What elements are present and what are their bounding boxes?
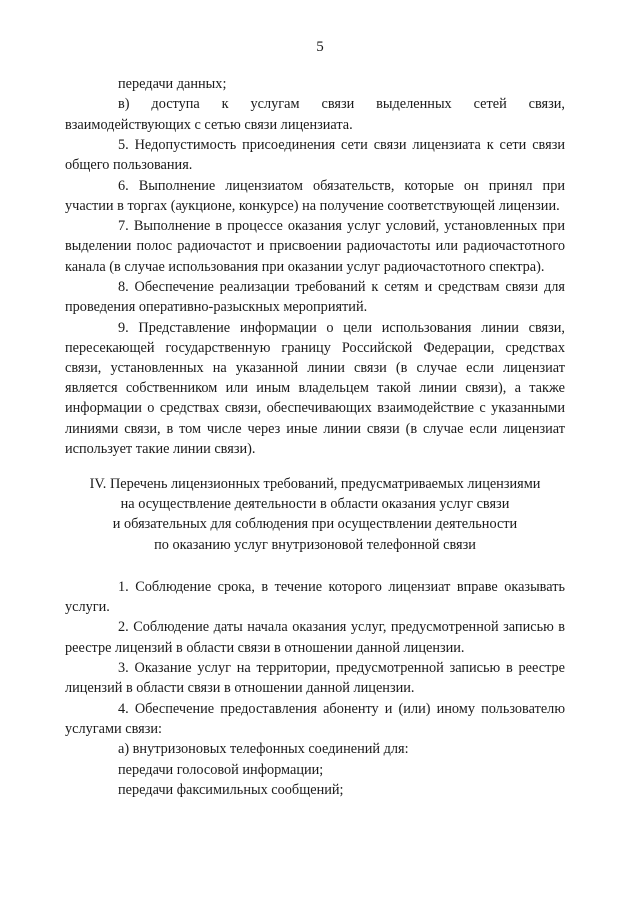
paragraph: 1. Соблюдение срока, в течение которого лицензиат вправе оказывать услуги. [65, 578, 565, 615]
section-heading-line: на осуществление деятельности в области оказания услуг связи [120, 496, 510, 513]
paragraph: 9. Представление информации о цели использования линии связи, пересекающей государственную границу Российской Федерации, средствах связи, установленных на указанной линии связи (в случае если лицензиат является собственником или иным владельцем такой линии связи), а также информации о средствах связи, обеспечивающих взаимодействие с указанными линиями связи, в том числе через иные линии связи (в случае если лицензиат использует такие линии связи). [65, 319, 565, 457]
paragraph: в) доступа к услугам связи выделенных сетей связи, взаимодействующих с сетью связи лицензиата. [65, 96, 565, 133]
document-body [65, 74, 565, 800]
section-heading-line: по оказанию услуг внутризоновой телефонной связи [154, 536, 476, 553]
paragraph: 8. Обеспечение реализации требований к сетям и средствам связи для проведения оперативно-разыскных мероприятий. [65, 278, 565, 316]
paragraph: 3. Оказание услуг на территории, предусмотренной записью в реестре лицензий в области связи в отношении данной лицензии. [65, 659, 565, 697]
section-heading-line: и обязательных для соблюдения при осуществлении деятельности [112, 516, 518, 533]
bottom-paragraph-list [65, 577, 565, 800]
paragraph: 2. Соблюдение даты начала оказания услуг, предусмотренной записью в реестре лицензий в области связи в отношении данной лицензии. [65, 619, 565, 656]
paragraph: 6. Выполнение лицензиатом обязательств, которые он принял при участии в торгах (аукционе, конкурсе) на получение соответствующей лицензии. [65, 177, 565, 214]
paragraph: передачи данных; [118, 76, 227, 92]
paragraph: 4. Обеспечение предоставления абоненту и (или) иному пользователю услугами связи: [65, 700, 565, 737]
paragraph: а) внутризоновых телефонных соединений для: [118, 741, 409, 758]
section-heading-line: IV. Перечень лицензионных требований, предусматриваемых лицензиями [89, 475, 541, 492]
paragraph: передачи голосовой информации; [118, 761, 324, 778]
paragraph: 5. Недопустимость присоединения сети связи лицензиата к сети связи общего пользования. [65, 136, 565, 174]
section-heading [65, 474, 565, 555]
page-number: 5 [316, 39, 324, 55]
paragraph: 7. Выполнение в процессе оказания услуг условий, установленных при выделении полос радиочастот и присвоении радиочастоты или радиочастотного канала (в случае использования при оказании услуг радиочастотного спектра). [65, 218, 565, 275]
paragraph: передачи факсимильных сообщений; [118, 781, 344, 798]
top-paragraph-list [65, 74, 565, 459]
